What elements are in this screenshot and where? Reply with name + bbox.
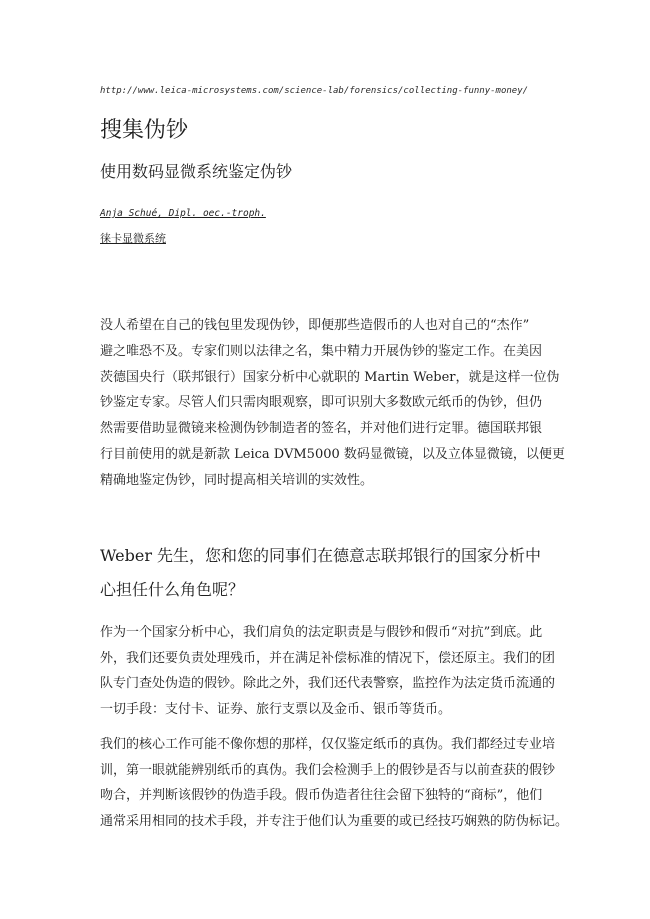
question-line: 心担任什么角色呢？ bbox=[100, 580, 245, 599]
paragraph-line: 避之唯恐不及。专家们则以法律之名，集中精力开展伪钞的鉴定工作。在美因 bbox=[100, 343, 543, 359]
paragraph-line: 训，第一眼就能辨别纸币的真伪。我们会检测手上的假钞是否与以前查获的假钞 bbox=[100, 762, 556, 778]
paragraph-line: 外，我们还要负责处理残币，并在满足补偿标准的情况下，偿还原主。我们的团 bbox=[100, 650, 556, 666]
document-subtitle: 使用数码显微系统鉴定伪钞 bbox=[100, 162, 293, 181]
answer-paragraph-2 bbox=[100, 732, 568, 835]
author-name: Anja Schué, Dipl. oec.-troph. bbox=[100, 208, 266, 219]
paragraph-line: 茨德国央行（联邦银行）国家分析中心就职的 Martin Weber，就是这样一位伪 bbox=[100, 369, 560, 385]
intro-paragraph bbox=[100, 313, 565, 494]
interview-question-heading bbox=[100, 539, 541, 607]
paragraph-line: 钞鉴定专家。尽管人们只需肉眼观察，即可识别大多数欧元纸币的伪钞，但仍 bbox=[100, 395, 543, 411]
question-line: Weber 先生，您和您的同事们在德意志联邦银行的国家分析中 bbox=[100, 546, 542, 565]
paragraph-line: 一切手段：支付卡、证券、旅行支票以及金币、银币等货币。 bbox=[100, 702, 452, 718]
paragraph-line: 作为一个国家分析中心，我们肩负的法定职责是与假钞和假币“对抗”到底。此 bbox=[100, 625, 543, 640]
paragraph-line: 精确地鉴定伪钞，同时提高相关培训的实效性。 bbox=[100, 472, 374, 488]
author-affiliation: 徕卡显微系统 bbox=[100, 232, 166, 245]
answer-paragraph-1 bbox=[100, 620, 555, 723]
paragraph-line: 行目前使用的就是新款 Leica DVM5000 数码显微镜，以及立体显微镜，以便更 bbox=[100, 446, 565, 462]
paragraph-line: 然需要借助显微镜来检测伪钞制造者的签名，并对他们进行定罪。德国联邦银 bbox=[100, 421, 543, 437]
paragraph-line: 吻合，并判断该假钞的伪造手段。假币伪造者往往会留下独特的“商标”，他们 bbox=[100, 788, 543, 804]
paragraph-line: 没人希望在自己的钱包里发现伪钞，即便那些造假币的人也对自己的“杰作” bbox=[100, 318, 530, 333]
paragraph-line: 通常采用相同的技术手段，并专注于他们认为重要的或已经技巧娴熟的防伪标记。 bbox=[100, 814, 569, 830]
paragraph-line: 队专门查处伪造的假钞。除此之外，我们还代表警察，监控作为法定货币流通的 bbox=[100, 676, 556, 692]
source-url: http://www.leica-microsystems.com/science-lab/forensics/collecting-funny-money/ bbox=[100, 86, 529, 96]
document-title: 搜集伪钞 bbox=[100, 118, 189, 143]
paragraph-line: 我们的核心工作可能不像你想的那样，仅仅鉴定纸币的真伪。我们都经过专业培 bbox=[100, 737, 556, 752]
